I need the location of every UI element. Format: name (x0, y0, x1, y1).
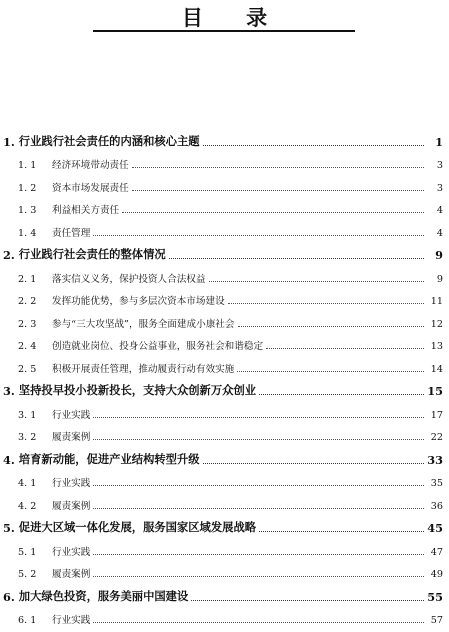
toc-section-entry[interactable] (3, 535, 443, 558)
toc-page-number: 13 (430, 341, 443, 352)
toc-section-entry[interactable] (3, 171, 443, 194)
toc-page-number: 4 (436, 205, 443, 216)
toc-entry-number: 1. 2 (18, 182, 37, 194)
toc-section-entry[interactable] (3, 307, 443, 330)
toc-leader-dots (169, 258, 424, 259)
toc-entry-number: 3. 1 (18, 409, 37, 421)
toc-leader-dots (259, 394, 424, 395)
toc-entry-title: 积极开展责任管理，推动履责行动有效实施 (52, 363, 235, 375)
toc-entry-number: 5. 2 (18, 569, 37, 580)
toc-leader-dots (93, 439, 424, 440)
toc-leader-dots (93, 235, 424, 236)
toc-leader-dots (93, 622, 424, 623)
toc-leader-dots (203, 145, 424, 146)
toc-section-entry[interactable] (3, 194, 443, 217)
toc-leader-dots (132, 190, 424, 191)
toc-entry-title: 履责案例 (52, 500, 91, 512)
toc-leader-dots (259, 531, 424, 532)
toc-entry-title: 利益相关方责任 (52, 205, 120, 216)
toc-page-number: 9 (436, 273, 443, 285)
toc-entry-title: 履责案例 (52, 432, 91, 443)
toc-entry-title: 创造就业岗位、投身公益事业，服务社会和谐稳定 (52, 341, 264, 352)
toc-section-entry[interactable] (3, 604, 443, 627)
toc-page-number: 36 (430, 500, 443, 512)
toc-page-number: 45 (427, 521, 443, 535)
toc-leader-dots (266, 348, 424, 349)
toc-entry-number: 1. 4 (18, 227, 37, 239)
toc-leader-dots (93, 508, 424, 509)
toc-entry-title: 坚持投早投小投新投长，支持大众创新万众创业 (18, 383, 257, 397)
toc-entry-number: 6. (3, 589, 15, 604)
toc-page-number: 14 (430, 363, 443, 375)
title-underline (93, 30, 355, 32)
toc-entry-title: 资本市场发展责任 (52, 182, 129, 194)
toc-entry-number: 1. 3 (18, 205, 37, 216)
toc-entry-number: 2. 4 (18, 341, 37, 352)
toc-entry-number: 4. (3, 452, 15, 467)
toc-entry-title: 责任管理 (52, 227, 91, 239)
toc-chapter-entry[interactable] (3, 375, 443, 399)
toc-leader-dots (122, 212, 424, 213)
toc-entry-number: 2. (3, 248, 15, 262)
toc-entry-title: 加大绿色投资，服务美丽中国建设 (18, 588, 189, 603)
toc-chapter-entry[interactable] (3, 239, 443, 263)
toc-entry-title: 落实信义义务，保护投资人合法权益 (52, 273, 206, 285)
toc-page-number: 4 (436, 227, 443, 239)
toc-page-number: 1 (435, 134, 443, 149)
toc-leader-dots (93, 485, 424, 486)
toc-section-entry[interactable] (3, 467, 443, 490)
toc-entry-title: 行业践行社会责任的内涵和核心主题 (18, 133, 200, 148)
toc-page-number: 12 (430, 318, 443, 330)
toc-leader-dots (132, 167, 424, 168)
toc-entry-title: 发挥功能优势，参与多层次资本市场建设 (52, 296, 225, 307)
toc-entry-title: 培育新动能，促进产业结构转型升级 (18, 451, 200, 466)
toc-chapter-entry[interactable] (3, 512, 443, 536)
toc-entry-title: 行业实践 (52, 546, 91, 558)
toc-section-entry[interactable] (3, 262, 443, 285)
toc-page-number: 3 (436, 182, 443, 194)
toc-page-number: 9 (435, 248, 443, 262)
toc-page-number: 33 (427, 452, 443, 467)
toc-section-entry[interactable] (3, 489, 443, 512)
toc-section-entry[interactable] (3, 558, 443, 581)
toc-entry-title: 行业践行社会责任的整体情况 (18, 247, 166, 261)
toc-page-number: 57 (430, 615, 443, 626)
toc-chapter-entry[interactable] (3, 125, 443, 149)
toc-section-entry[interactable] (3, 330, 443, 353)
toc-entry-number: 2. 5 (18, 363, 37, 375)
toc-entry-title: 参与“三大攻坚战”，服务全面建成小康社会 (52, 318, 235, 330)
toc-entry-number: 1. 1 (18, 160, 37, 171)
toc-leader-dots (93, 576, 424, 577)
toc-page-number: 47 (430, 546, 443, 558)
toc-chapter-entry[interactable] (3, 580, 443, 604)
toc-chapter-entry[interactable] (3, 443, 443, 467)
toc-entry-title: 行业实践 (52, 615, 91, 626)
toc-entry-number: 5. 1 (18, 546, 37, 558)
toc-leader-dots (228, 303, 424, 304)
toc-entry-title: 行业实践 (52, 409, 91, 421)
toc-entry-number: 5. (3, 521, 15, 535)
toc-page-number: 15 (427, 384, 443, 398)
page-title: 目 录 (181, 6, 286, 30)
toc-section-entry[interactable] (3, 421, 443, 444)
toc-section-entry[interactable] (3, 285, 443, 308)
toc-entry-number: 2. 1 (18, 273, 37, 285)
toc-entry-number: 2. 3 (18, 318, 37, 330)
toc-entry-number: 3. 2 (18, 432, 37, 443)
toc-leader-dots (93, 417, 424, 418)
toc-entry-title: 履责案例 (52, 569, 91, 580)
toc-leader-dots (209, 281, 425, 282)
toc-entry-number: 2. 2 (18, 296, 37, 307)
toc-page-number: 55 (427, 589, 443, 604)
toc-entry-number: 4. 1 (18, 478, 37, 489)
toc-leader-dots (203, 463, 424, 464)
table-of-contents (3, 125, 443, 626)
toc-entry-title: 行业实践 (52, 478, 91, 489)
toc-entry-number: 3. (3, 384, 15, 398)
toc-leader-dots (237, 371, 424, 372)
toc-entry-title: 促进大区域一体化发展，服务国家区域发展战略 (18, 520, 257, 534)
toc-leader-dots (93, 554, 424, 555)
toc-entry-title: 经济环境带动责任 (52, 160, 129, 171)
toc-page-number: 35 (430, 478, 443, 489)
toc-entry-number: 4. 2 (18, 500, 37, 512)
toc-leader-dots (238, 326, 425, 327)
toc-page-number: 11 (430, 296, 443, 307)
toc-entry-number: 1. (3, 134, 15, 149)
toc-entry-number: 6. 1 (18, 615, 37, 626)
toc-page-number: 49 (430, 569, 443, 580)
toc-section-entry[interactable] (3, 398, 443, 421)
toc-section-entry[interactable] (3, 149, 443, 172)
toc-page-number: 3 (436, 160, 443, 171)
toc-leader-dots (191, 600, 424, 601)
toc-section-entry[interactable] (3, 216, 443, 239)
toc-page-number: 22 (430, 432, 443, 443)
toc-section-entry[interactable] (3, 352, 443, 375)
toc-page-number: 17 (430, 409, 443, 421)
